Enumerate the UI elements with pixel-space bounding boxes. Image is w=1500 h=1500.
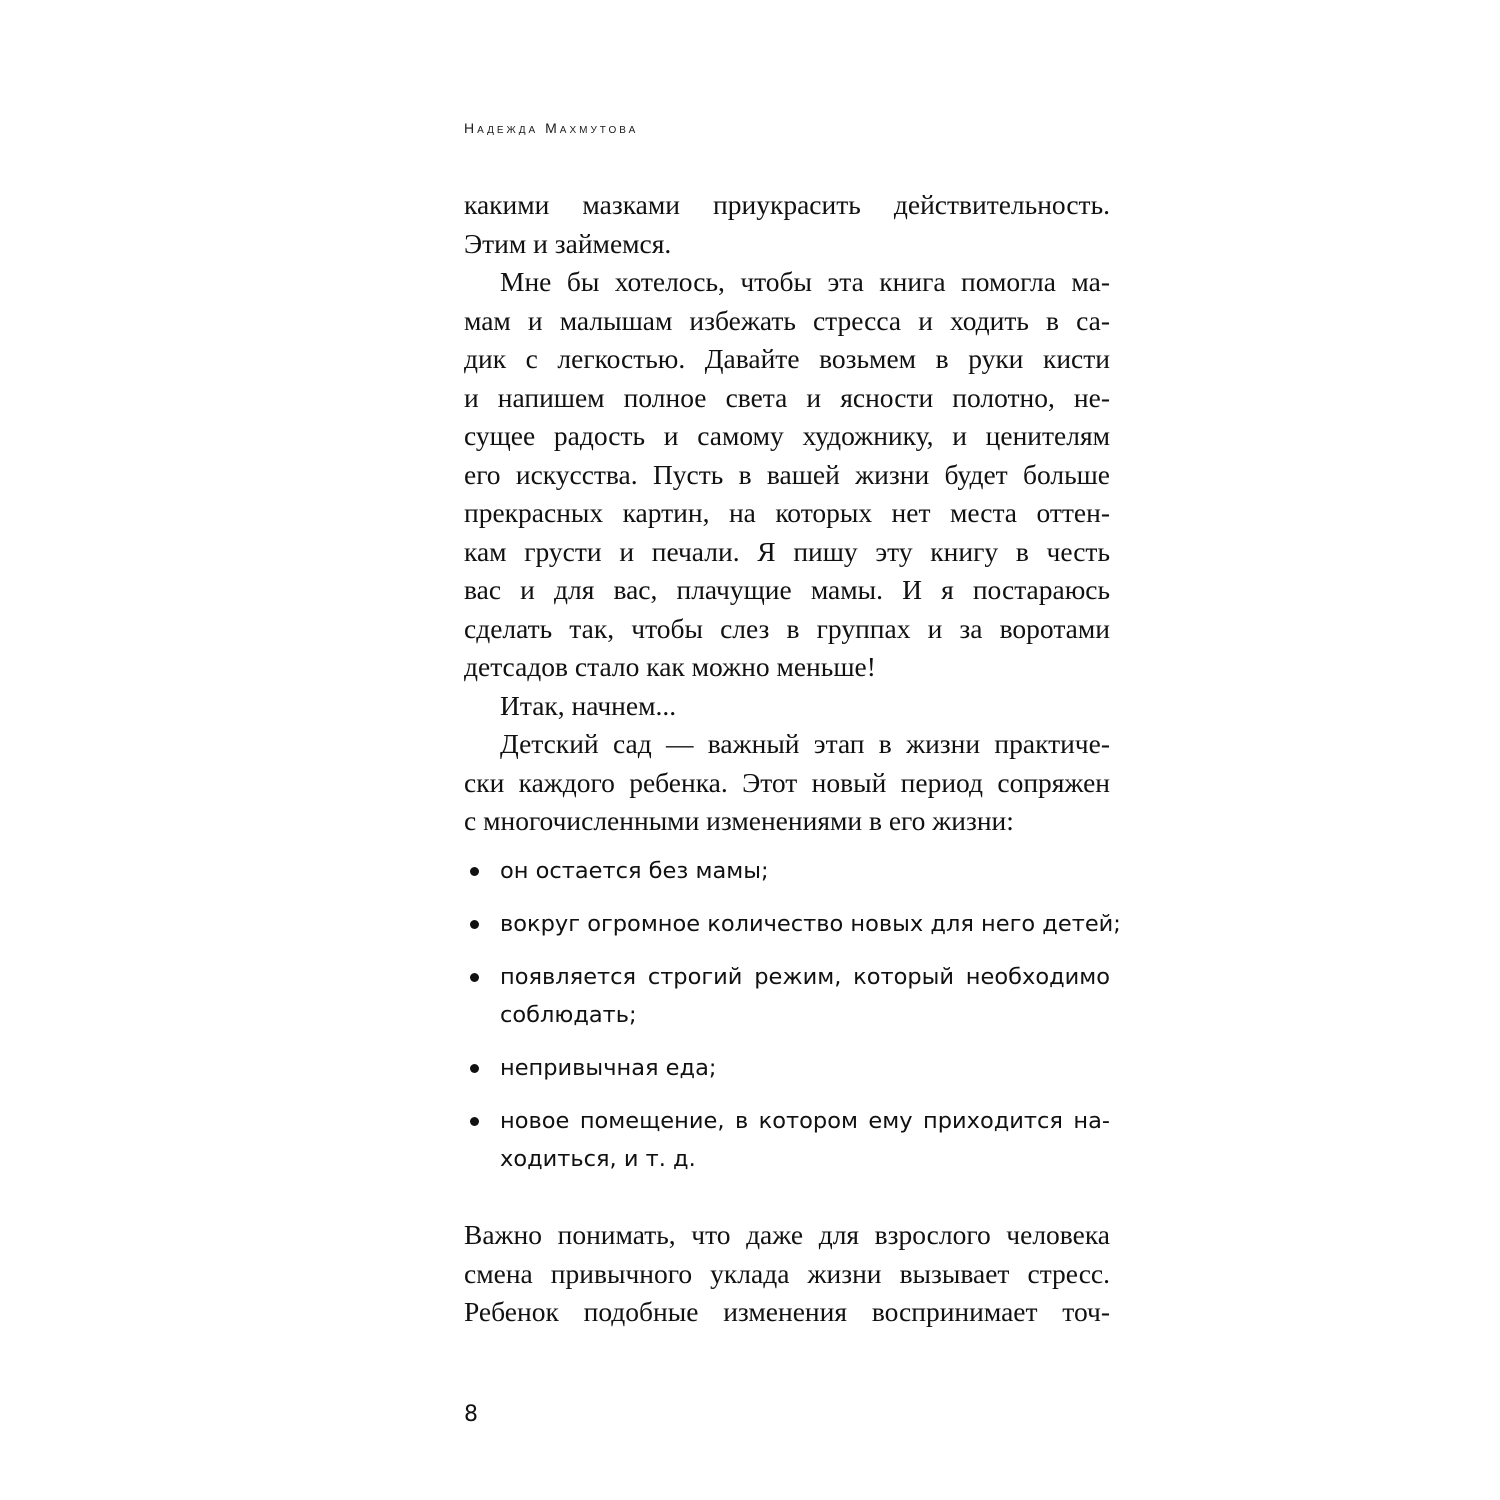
closing-paragraph <box>464 1216 1110 1332</box>
text-line: сделать так, чтобы слез в группах и за воротами <box>464 612 1110 644</box>
text-line: Детский сад — важный этап в жизни практиче- <box>500 728 1110 759</box>
text-line: сущее радость и самому художнику, и ценителям <box>464 420 1110 451</box>
book-page <box>464 0 1121 1500</box>
text-line: какими мазками приукрасить действительность. <box>464 189 1110 220</box>
bullet-dot-icon <box>470 1117 479 1126</box>
body-text <box>464 186 1110 841</box>
text-line: с многочисленными изменениями в его жизни: <box>464 805 1014 836</box>
bullet-list <box>464 852 1121 1193</box>
bullet-dot-icon <box>470 920 479 929</box>
list-item-text: соблюдать; <box>500 1002 637 1028</box>
list-item <box>464 1049 1110 1087</box>
list-item-text: непривычная еда; <box>500 1055 717 1081</box>
list-item <box>464 1102 1110 1178</box>
list-item <box>464 852 1110 890</box>
text-line: и напишем полное света и ясности полотно, не- <box>464 381 1110 413</box>
list-item-text: ходиться, и т. д. <box>500 1146 696 1172</box>
text-line: Важно понимать, что даже для взрослого человека <box>464 1219 1110 1250</box>
text-line: смена привычного уклада жизни вызывает стресс. <box>464 1257 1110 1289</box>
text-line: Ребенок подобные изменения воспринимает точ- <box>464 1296 1110 1327</box>
text-line: дик с легкостью. Давайте возьмем в руки кисти <box>464 343 1110 374</box>
text-line: ски каждого ребенка. Этот новый период сопряжен <box>464 766 1110 798</box>
list-item-text: вокруг огромное количество новых для него детей; <box>500 911 1121 937</box>
bullet-dot-icon <box>470 973 479 982</box>
text-line: кам грусти и печали. Я пишу эту книгу в честь <box>464 535 1110 567</box>
text-line: Итак, начнем... <box>500 689 677 721</box>
running-head: Надежда Махмутова <box>464 120 639 136</box>
text-line: Мне бы хотелось, чтобы эта книга помогла ма- <box>500 266 1110 297</box>
list-item-text: он остается без мамы; <box>500 858 769 884</box>
text-line: его искусства. Пусть в вашей жизни будет больше <box>464 458 1110 490</box>
list-item <box>464 958 1110 1034</box>
page-number: 8 <box>464 1402 478 1427</box>
text-line: вас и для вас, плачущие мамы. И я постараюсь <box>464 574 1110 605</box>
list-item-text: появляется строгий режим, который необходимо <box>500 964 1110 990</box>
text-line: прекрасных картин, на которых нет места оттен- <box>464 497 1110 528</box>
text-line: мам и малышам избежать стресса и ходить в са- <box>464 304 1110 336</box>
list-item-text: новое помещение, в котором ему приходится на- <box>500 1108 1110 1134</box>
text-line: детсадов стало как можно меньше! <box>464 651 876 682</box>
bullet-dot-icon <box>470 1064 479 1073</box>
bullet-dot-icon <box>470 867 479 876</box>
text-line: Этим и займемся. <box>464 227 672 259</box>
list-item <box>464 905 1121 943</box>
